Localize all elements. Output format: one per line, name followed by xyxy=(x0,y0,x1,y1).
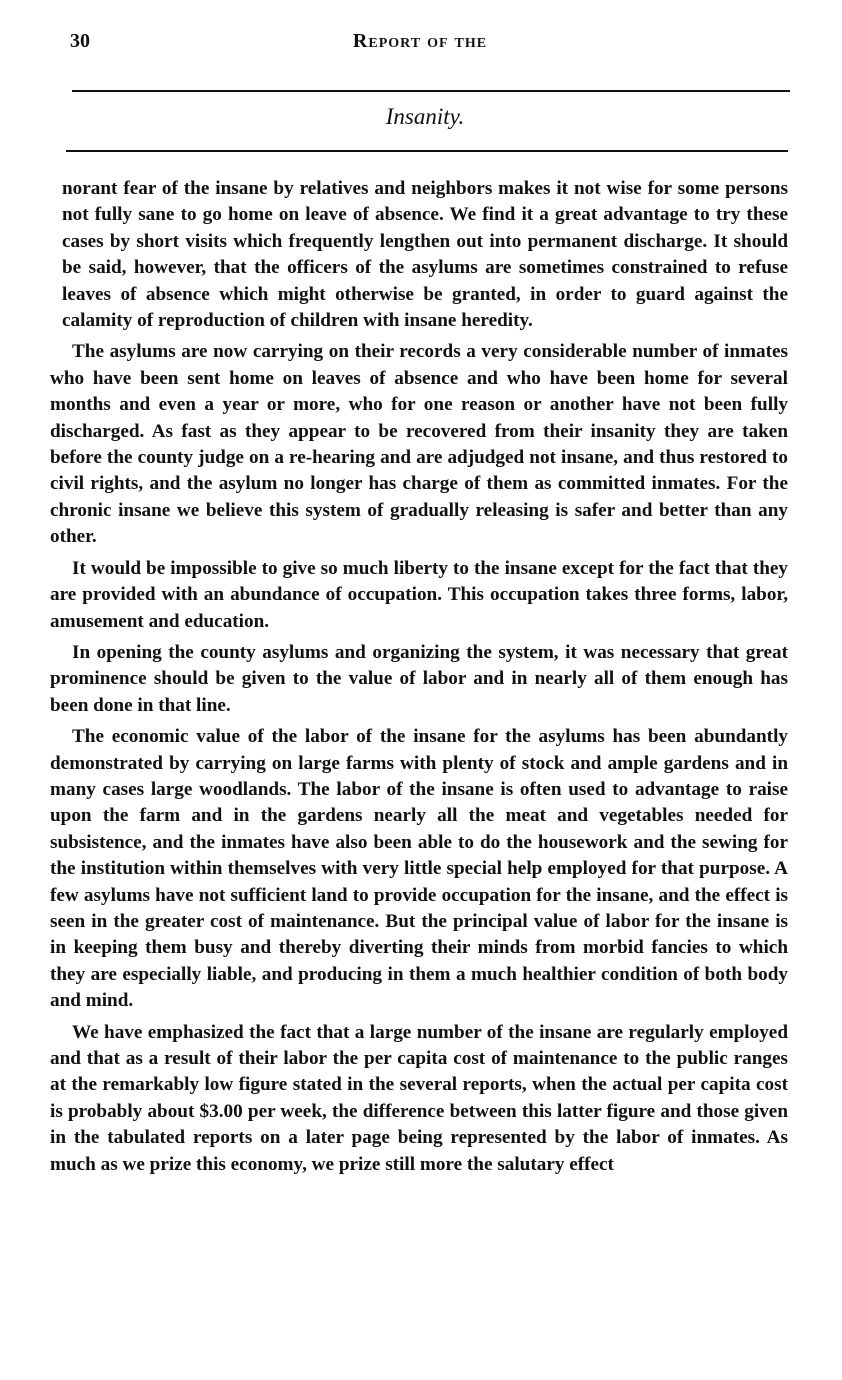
paragraph: In opening the county asylums and organizing the system, it was necessary that great prominence should be given to the value of labor and in nearly all of them enough has been done in that line. xyxy=(50,641,788,716)
paragraph: The asylums are now carrying on their records a very considerable number of inmates who have been sent home on leaves of absence and who have been home for several months and even a year or more, who for one reason or another have not been fully discharged. As fast as they appear to be recovered from their insanity they are taken before the county judge on a re-hearing and are adjudged not insane, and thus restored to civil rights, and the asylum no longer has charge of them as committed inmates. For the chronic insane we believe this system of gradually releasing is safer and better than any other. xyxy=(50,341,788,548)
running-head: Report of the xyxy=(352,30,488,52)
header-rule-top xyxy=(72,90,790,92)
paragraph: It would be impossible to give so much liberty to the insane except for the fact that they are provided with an abundance of occupation. This occupation takes three forms, labor, amusement and education. xyxy=(50,557,788,632)
page-number: 30 xyxy=(70,30,90,52)
paragraph: The economic value of the labor of the insane for the asylums has been abundantly demonstrated by carrying on large farms with plenty of stock and ample gardens and in many cases large woodlands. The labor of the insane is often used to advantage to raise upon the farm and in the gardens nearly all the meat and vegetables needed for subsistence, and the inmates have also been able to do the housework and the sewing for the institution within themselves with very little special help employed for that purpose. A few asylums have not sufficient land to provide occupation for the insane, and the effect is seen in the greater cost of maintenance. But the principal value of labor for the insane is in keeping them busy and thereby diverting their minds from morbid fancies to which they are especially liable, and producing in them a much healthier condition of both body and mind. xyxy=(50,726,788,1012)
paragraph: We have emphasized the fact that a large number of the insane are regularly employed and that as a result of their labor the per capita cost of maintenance to the public ranges at the remarkably low figure stated in the several reports, when the actual per capita cost is probably about $3.00 per week, the difference between this latter figure and those given in the tabulated reports on a later page being represented by the labor of inmates. As much as we prize this economy, we prize still more the salutary effect xyxy=(50,1021,788,1175)
paragraph-continued: norant fear of the insane by relatives and neighbors makes it not wise for some persons not fully sane to go home on leave of absence. We find it a great advantage to try these cases by short visits which frequently lengthen out into permanent discharge. It should be said, however, that the officers of the asylums are sometimes constrained to refuse leaves of absence which might otherwise be granted, in order to guard against the calamity of reproduction of children with insane heredity. xyxy=(62,178,788,332)
section-title: Insanity. xyxy=(385,104,465,129)
body-text xyxy=(50,176,788,1183)
header-rule-bottom xyxy=(66,150,788,152)
